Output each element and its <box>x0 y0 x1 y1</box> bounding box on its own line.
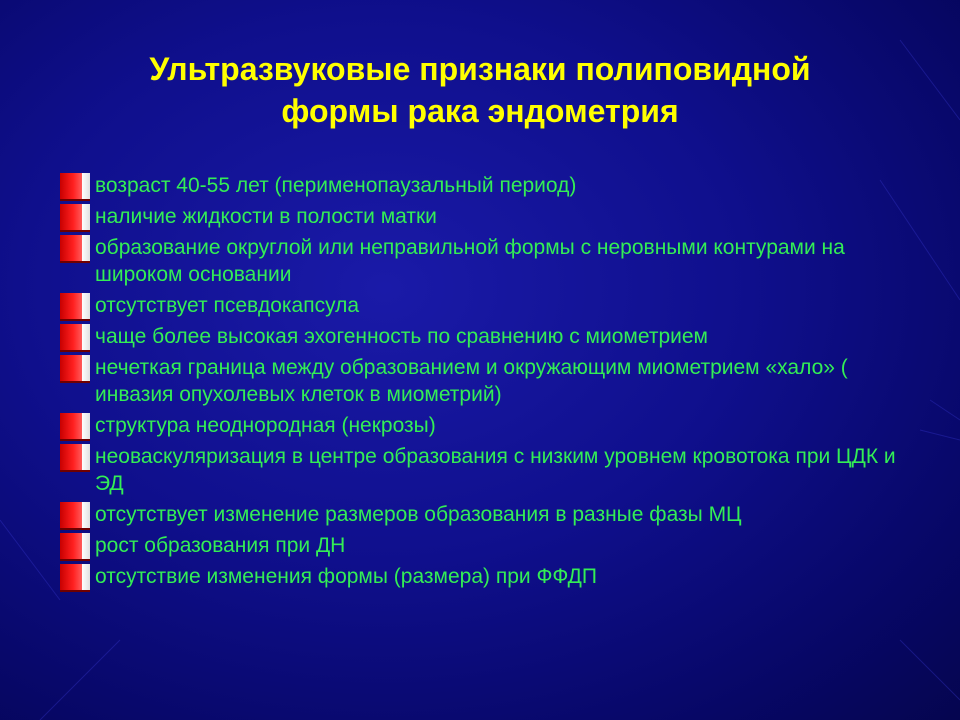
bullet-square-icon <box>60 502 90 530</box>
list-item <box>60 501 910 528</box>
bullet-square-icon <box>60 324 90 352</box>
bullet-square-icon <box>60 235 90 263</box>
list-item-text: отсутствует изменение размеров образования в разные фазы МЦ <box>95 503 742 526</box>
list-item-text: отсутствие изменения формы (размера) при ФФДП <box>95 565 598 588</box>
list-item <box>60 412 910 439</box>
bullet-square-icon <box>60 355 90 383</box>
slide-title <box>60 48 900 132</box>
list-item-text: нечеткая граница между образованием и окружающим миометрием «хало» ( инвазия опухолевых клеток в миометрий) <box>95 356 848 406</box>
bullet-square-icon <box>60 533 90 561</box>
bullet-list <box>60 172 910 594</box>
bullet-square-icon <box>60 293 90 321</box>
list-item <box>60 443 910 497</box>
list-item <box>60 323 910 350</box>
list-item <box>60 292 910 319</box>
list-item-text: наличие жидкости в полости матки <box>95 205 437 228</box>
list-item <box>60 354 910 408</box>
list-item-text: структура неоднородная (некрозы) <box>95 414 436 437</box>
list-item-text: чаще более высокая эхогенность по сравнению с миометрием <box>95 325 708 348</box>
bullet-square-icon <box>60 444 90 472</box>
title-line-1: Ультразвуковые признаки полиповидной <box>149 51 811 87</box>
bullet-square-icon <box>60 204 90 232</box>
list-item-text: образование округлой или неправильной формы с неровными контурами на широком основании <box>95 236 845 286</box>
list-item-text: рост образования при ДН <box>95 534 346 557</box>
bullet-square-icon <box>60 173 90 201</box>
bullet-square-icon <box>60 413 90 441</box>
list-item-text: неоваскуляризация в центре образования с низким уровнем кровотока при ЦДК и ЭД <box>95 445 896 495</box>
list-item <box>60 234 910 288</box>
list-item <box>60 532 910 559</box>
list-item-text: отсутствует псевдокапсула <box>95 294 360 317</box>
list-item-text: возраст 40-55 лет (перименопаузальный период) <box>95 174 577 197</box>
list-item <box>60 172 910 199</box>
bullet-square-icon <box>60 564 90 592</box>
list-item <box>60 563 910 590</box>
list-item <box>60 203 910 230</box>
title-line-2: формы рака эндометрия <box>281 93 679 129</box>
